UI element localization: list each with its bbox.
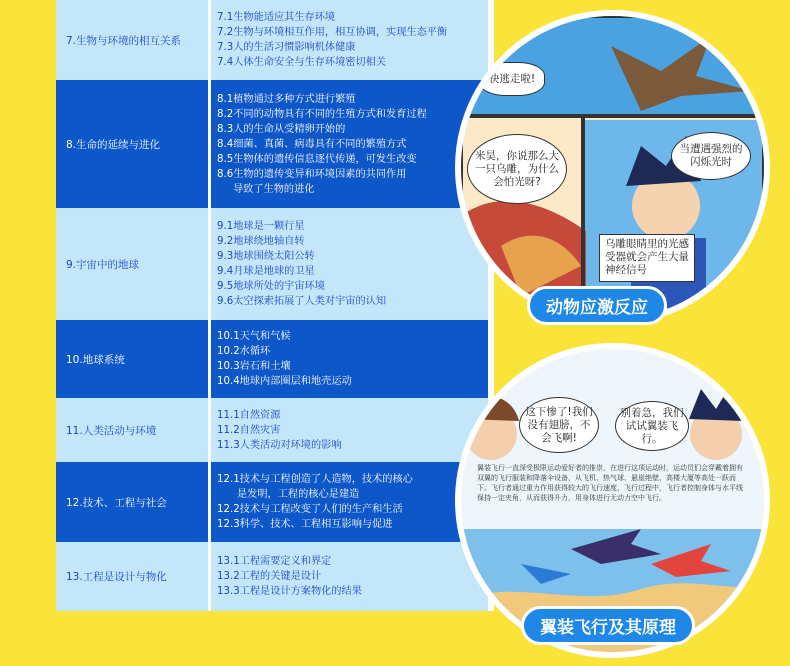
items-cell xyxy=(211,462,488,542)
caption-box: 乌雕眼睛里的光感受器就会产生大量神经信号 xyxy=(599,234,695,282)
speech-bubble: 当遭遇强烈的闪烁光时 xyxy=(671,132,751,180)
table-row xyxy=(56,398,488,462)
table-row xyxy=(56,320,488,398)
list-item: 9.5地球所处的宇宙环境 xyxy=(217,281,325,292)
items-cell xyxy=(211,80,488,208)
list-item: 12.3科学、技术、工程相互影响与促进 xyxy=(217,519,393,530)
topic-cell: 10.地球系统 xyxy=(56,320,208,398)
topic-cell: 7.生物与环境的相互关系 xyxy=(56,0,208,80)
list-item: 13.3工程是设计方案物化的结果 xyxy=(217,586,362,597)
topic-cell: 8.生命的延续与进化 xyxy=(56,80,208,208)
list-item: 10.3岩石和土壤 xyxy=(217,361,291,372)
topic-cell: 11.人类活动与环境 xyxy=(56,398,208,462)
list-item: 9.6太空探索拓展了人类对宇宙的认知 xyxy=(217,296,387,307)
list-item: 8.4细菌、真菌、病毒具有不同的繁殖方式 xyxy=(217,138,407,150)
comic-caption: 动物应激反应 xyxy=(527,286,667,325)
list-item: 13.1工程需要定义和界定 xyxy=(217,556,332,567)
list-item: 11.1自然资源 xyxy=(217,409,281,421)
items-cell xyxy=(211,542,488,611)
list-item: 7.4人体生命安全与生存环境密切相关 xyxy=(217,57,387,68)
list-item: 13.2工程的关键是设计 xyxy=(217,571,322,582)
items-cell xyxy=(211,208,488,320)
comic-caption: 翼装飞行及其原理 xyxy=(521,606,695,645)
description-paragraph: 翼装飞行一直深受极限运动爱好者的推崇，在进行这项运动时，运动员们会穿戴着拥有双翼的飞行服装和降落伞设备，从飞机、热气球、悬崖绝壁、高楼大厦等高处一跃而下。飞行者通过重力作用获得较大的飞行速度，飞行过程中，飞行者控制身体与水平线保持一定夹角，从而获得升力，用身体进行无动力空中飞行。 xyxy=(477,464,743,502)
items-cell xyxy=(211,0,488,80)
topic-cell: 13.工程是设计与物化 xyxy=(56,542,208,611)
table-row xyxy=(56,462,488,542)
items-cell xyxy=(211,398,488,462)
table-row xyxy=(56,80,488,208)
list-item: 8.1植物通过多种方式进行繁殖 xyxy=(217,93,356,105)
speech-bubble: 别着急，我们试试翼装飞行。 xyxy=(615,401,689,451)
items-cell xyxy=(211,320,488,398)
list-item: 8.6生物的遗传变异和环境因素的共同作用 xyxy=(217,168,407,180)
list-item: 11.3人类活动对环境的影响 xyxy=(217,439,342,451)
list-item: 8.2不同的动物具有不同的生殖方式和发育过程 xyxy=(217,108,427,120)
comic-animal-stress-response xyxy=(455,10,770,325)
speech-bubble: 快逃走啦! xyxy=(479,62,545,96)
table-row xyxy=(56,542,488,611)
list-item: 7.3人的生活习惯影响机体健康 xyxy=(217,42,356,53)
list-item: 12.1技术与工程创造了人造物，技术的核心 xyxy=(217,474,413,485)
table-row xyxy=(56,0,488,80)
list-item: 9.1地球是一颗行星 xyxy=(217,221,305,232)
list-item: 11.2自然灾害 xyxy=(217,424,281,436)
list-item: 9.3地球围绕太阳公转 xyxy=(217,251,315,262)
list-item: 10.1天气和气候 xyxy=(217,331,291,342)
list-item: 8.5生物体的遗传信息逐代传递，可发生改变 xyxy=(217,153,417,165)
list-item: 是发明，工程的核心是建造 xyxy=(237,489,360,500)
list-item: 导致了生物的进化 xyxy=(233,183,315,195)
topic-cell: 9.宇宙中的地球 xyxy=(56,208,208,320)
list-item: 10.4地球内部圈层和地壳运动 xyxy=(217,376,352,387)
topic-cell: 12.技术、工程与社会 xyxy=(56,462,208,542)
table-row xyxy=(56,208,488,320)
list-item: 10.2水循环 xyxy=(217,346,271,357)
list-item: 9.2地球绕地轴自转 xyxy=(217,236,305,247)
speech-bubble: 这下惨了!我们没有翅膀，不会飞啊! xyxy=(519,397,599,453)
list-item: 9.4月球是地球的卫星 xyxy=(217,266,315,277)
curriculum-table xyxy=(56,0,488,611)
list-item: 7.2生物与环境相互作用，相互协调，实现生态平衡 xyxy=(217,27,448,38)
speech-bubble: 米昊，你说那么大一只乌雕，为什么会怕光呀? xyxy=(467,134,567,204)
list-item: 12.2技术与工程改变了人们的生产和生活 xyxy=(217,504,403,515)
list-item: 8.3人的生命从受精卵开始的 xyxy=(217,123,346,135)
list-item: 7.1生物能适应其生存环境 xyxy=(217,12,336,23)
